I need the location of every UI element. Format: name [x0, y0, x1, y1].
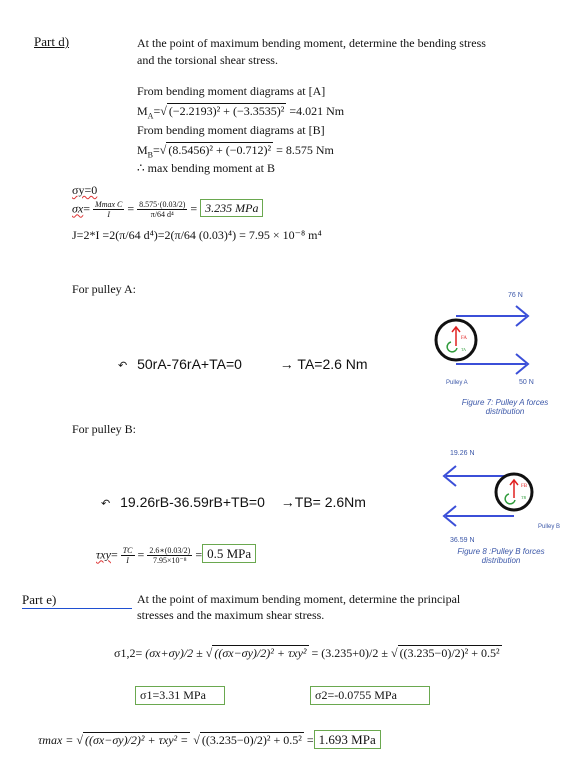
sigma-x-result: 3.235 MPa — [200, 199, 263, 217]
tau-max-result: 1.693 MPa — [314, 730, 381, 749]
pulley-a-diagram — [420, 282, 570, 394]
tau-xy-equation: τxy= $\frac{TC}{I}$ = $\frac{2.6∗(0.03/2)}{\text{7.95×10⁻⁸}}$ = 0.5 MPa — [96, 546, 256, 565]
pulley-b-label: Pulley B — [538, 524, 561, 530]
tau-xy-result: 0.5 MPa — [202, 544, 256, 563]
part-d-text-1: At the point of maximum bending moment, determine the bending stress — [137, 36, 486, 50]
bm-a-heading: From bending moment diagrams at [A] — [137, 84, 326, 98]
part-e-text-2: stresses and the maximum shear stress. — [137, 608, 325, 622]
part-e-label: Part e) — [22, 592, 132, 609]
pulley-a-force-label: FA — [461, 336, 468, 341]
tau-max-equation: τmax = √ ((σx−σy)/2)² + τxy² = √ ((3.235−0)/2)² + 0.5² = 1.693 MPa — [38, 732, 381, 748]
j-equation: J=2*I =2(π/64 d⁴)=2(π/64 (0.03)⁴) = 7.95 × 10⁻⁸ m⁴ — [72, 228, 322, 242]
pulley-a-heading: For pulley A: — [72, 282, 137, 296]
rotation-icon: ↶ — [101, 498, 111, 510]
pulley-a-torque-label: TA — [461, 347, 467, 352]
sigma-2-result: σ2=-0.0755 MPa — [310, 686, 430, 705]
part-d-text-2: and the torsional shear stress. — [137, 53, 278, 67]
sigma-x-equation: σx= $\frac{\text{Mmax C}}{I}$ = $\frac{8.575\cdot(0.03/2)}{\text{π/64 d⁴}}$ = 3.235 MPa — [72, 200, 263, 219]
principal-stress-equation: σ1,2= (σx+σy)/2 ± √ ((σx−σy)/2)² + τxy² = (3.235+0)/2 ± √ ((3.235−0)/2)² + 0.5² — [114, 646, 500, 660]
figure-8-caption: Figure 8 :Pulley B forces distribution — [457, 547, 545, 565]
bm-b-heading: From bending moment diagrams at [B] — [137, 123, 325, 137]
pulley-b-torque-label: TB — [521, 495, 527, 500]
sigma-1-result: σ1=3.31 MPa — [135, 686, 225, 705]
pulley-a-equation: ↶ 50rA-76rA+TA=0 → TA=2.6 Nm — [118, 356, 368, 372]
part-e-text-1: At the point of maximum bending moment, determine the principal — [137, 592, 461, 606]
pulley-a-force-bottom: 50 N — [519, 379, 534, 386]
pulley-a-label: Pulley A — [446, 380, 468, 386]
rotation-icon: ↶ — [118, 360, 128, 372]
pulley-b-force-label: FB — [521, 484, 528, 489]
pulley-b-equation: ↶ 19.26rB-36.59rB+TB=0 →TB= 2.6Nm — [101, 494, 366, 510]
sigma-y-line: σy=0 — [72, 183, 98, 197]
ma-equation: $M_A=√$ (−2.2193)² + (−3.3535)² =4.021 Nm — [137, 104, 345, 121]
max-moment-at-b: ∴ max bending moment at B — [137, 161, 275, 175]
figure-7-caption: Figure 7: Pulley A forces distribution — [461, 398, 549, 416]
part-d-label: Part d) — [34, 34, 70, 49]
pulley-b-force-top: 19.26 N — [450, 450, 475, 457]
pulley-b-force-bottom: 36.59 N — [450, 537, 475, 544]
pulley-a-force-top: 76 N — [508, 292, 523, 299]
mb-equation: $M_B=√$ (8.5456)² + (−0.712)² = 8.575 Nm — [137, 143, 334, 160]
pulley-b-heading: For pulley B: — [72, 422, 137, 436]
